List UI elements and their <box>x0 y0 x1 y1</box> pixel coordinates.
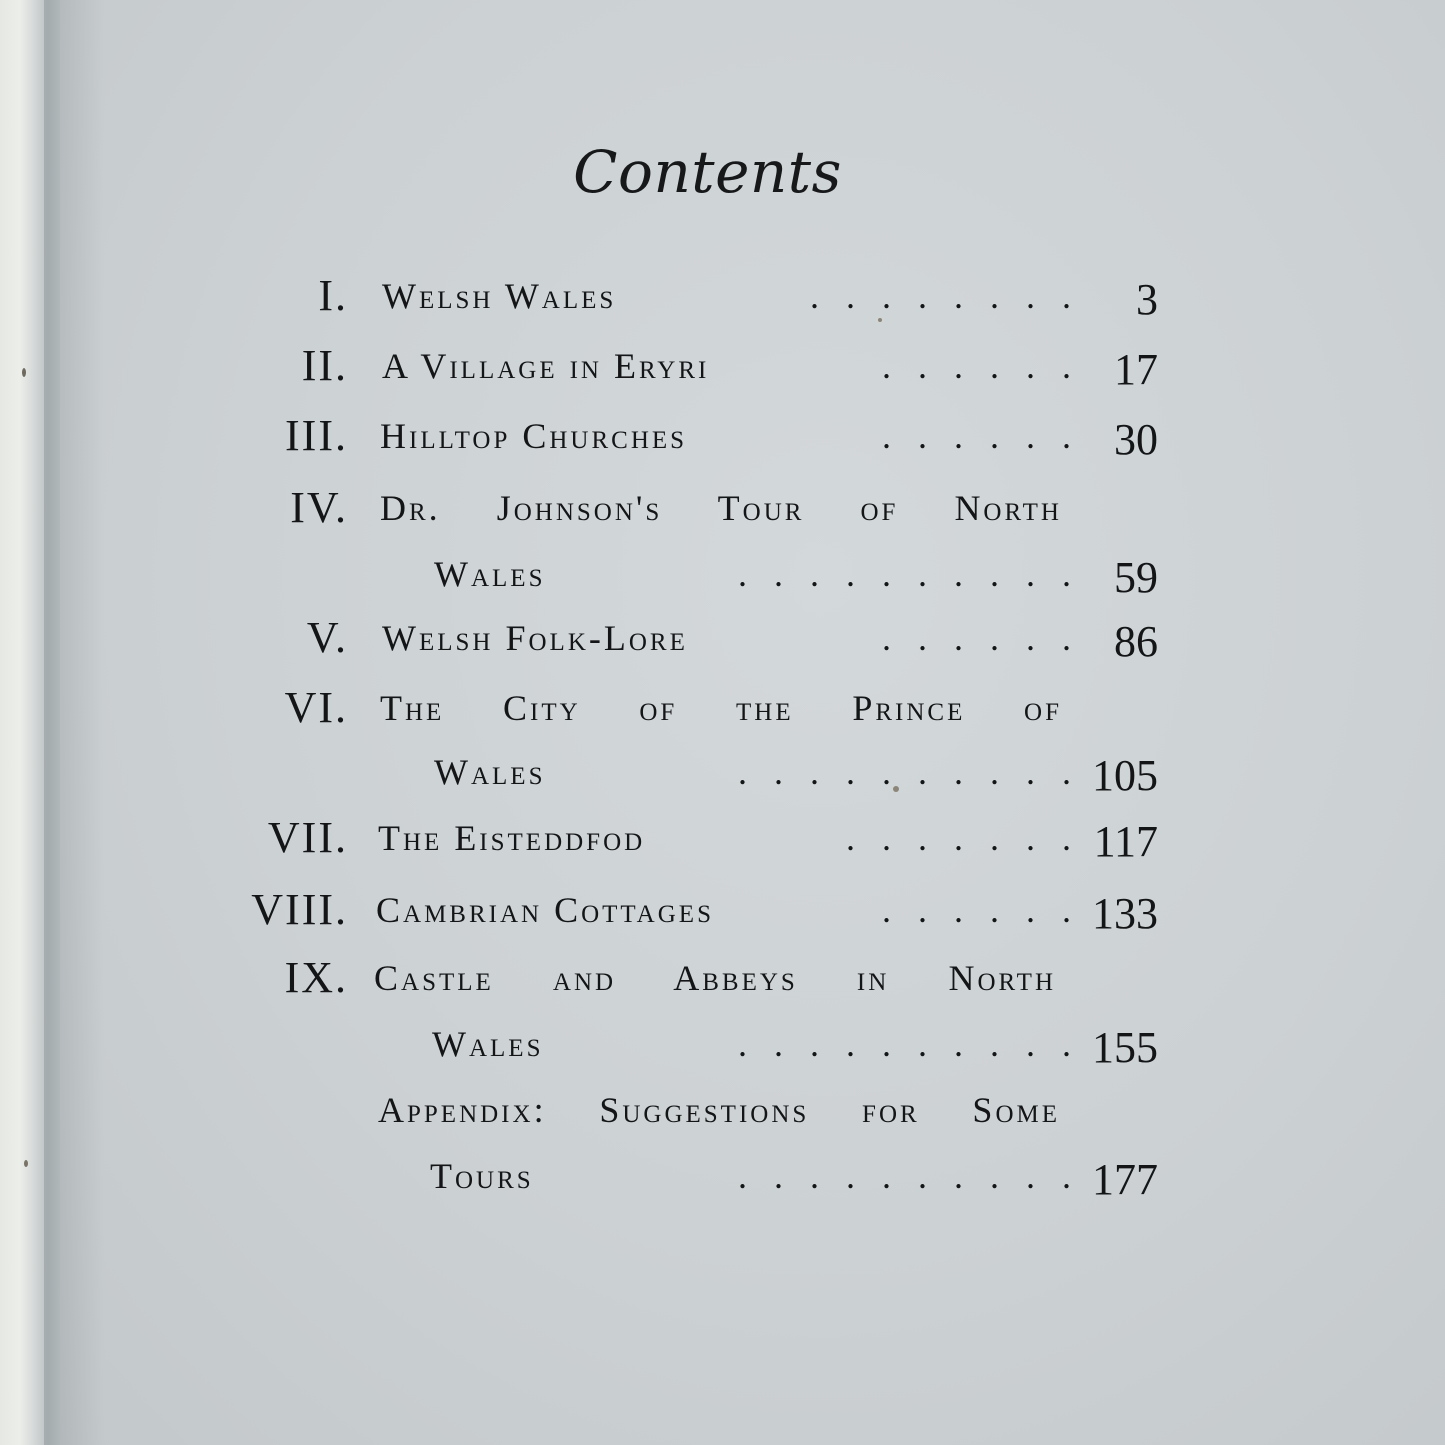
chapter-title: Dr. Johnson's Tour of North <box>380 488 1062 528</box>
dot-leader: . . . . . . <box>882 346 1071 386</box>
chapter-number: II. <box>301 341 348 390</box>
page-number: 86 <box>1114 617 1158 666</box>
page-title: Contents <box>573 138 842 206</box>
dot-leader: . . . . . . <box>882 416 1071 456</box>
dot-leader: . . . . . . . . . . <box>738 554 1071 594</box>
toc-entry <box>0 484 1445 554</box>
dot-leader: . . . . . . . . <box>810 276 1071 316</box>
toc-entry <box>0 1086 1445 1156</box>
chapter-title-continued: Wales <box>434 554 546 594</box>
toc-entry <box>0 342 1445 412</box>
chapter-title: Cambrian Cottages <box>376 890 714 930</box>
toc-entry <box>0 412 1445 482</box>
appendix-title: Appendix: Suggestions for Some <box>378 1090 1060 1130</box>
dot-leader: . . . . . . . . . . <box>738 752 1071 792</box>
toc-entry-continued <box>0 550 1445 620</box>
toc-entry-continued <box>0 1020 1445 1090</box>
chapter-number: V. <box>306 613 348 662</box>
dot-leader: . . . . . . . . . . <box>738 1156 1071 1196</box>
page-number: 59 <box>1114 553 1158 602</box>
chapter-title: The City of the Prince of <box>380 688 1062 728</box>
toc-entry <box>0 954 1445 1024</box>
page-number: 3 <box>1136 275 1158 324</box>
appendix-title-continued: Tours <box>430 1156 534 1196</box>
chapter-number: III. <box>285 411 348 460</box>
chapter-number: VI. <box>284 683 348 732</box>
chapter-number: VII. <box>267 813 348 862</box>
chapter-title: A Village in Eryri <box>382 346 710 386</box>
dot-leader: . . . . . . . <box>846 818 1071 858</box>
page-number: 155 <box>1092 1023 1158 1072</box>
toc-entry <box>0 614 1445 684</box>
chapter-title: Welsh Wales <box>382 276 617 316</box>
chapter-number: I. <box>318 271 348 320</box>
chapter-title: The Eisteddfod <box>378 818 646 858</box>
chapter-number: VIII. <box>251 885 348 934</box>
toc-entry-continued <box>0 748 1445 818</box>
toc-entry <box>0 886 1445 956</box>
page-number: 177 <box>1092 1155 1158 1204</box>
toc-entry <box>0 814 1445 884</box>
toc-entry <box>0 684 1445 754</box>
page-number: 30 <box>1114 415 1158 464</box>
chapter-number: IX. <box>284 953 348 1002</box>
chapter-title-continued: Wales <box>434 752 546 792</box>
chapter-title-continued: Wales <box>432 1024 544 1064</box>
chapter-number: IV. <box>290 483 348 532</box>
page-number: 17 <box>1114 345 1158 394</box>
toc-entry <box>0 272 1445 342</box>
page-number: 105 <box>1092 751 1158 800</box>
dot-leader: . . . . . . . . . . <box>738 1024 1071 1064</box>
page-number: 117 <box>1093 817 1158 866</box>
chapter-title: Castle and Abbeys in North <box>374 958 1056 998</box>
toc-entry-continued <box>0 1152 1445 1222</box>
page-number: 133 <box>1092 889 1158 938</box>
dot-leader: . . . . . . <box>882 618 1071 658</box>
chapter-title: Hilltop Churches <box>380 416 688 456</box>
chapter-title: Welsh Folk-Lore <box>382 618 688 658</box>
dot-leader: . . . . . . <box>882 890 1071 930</box>
